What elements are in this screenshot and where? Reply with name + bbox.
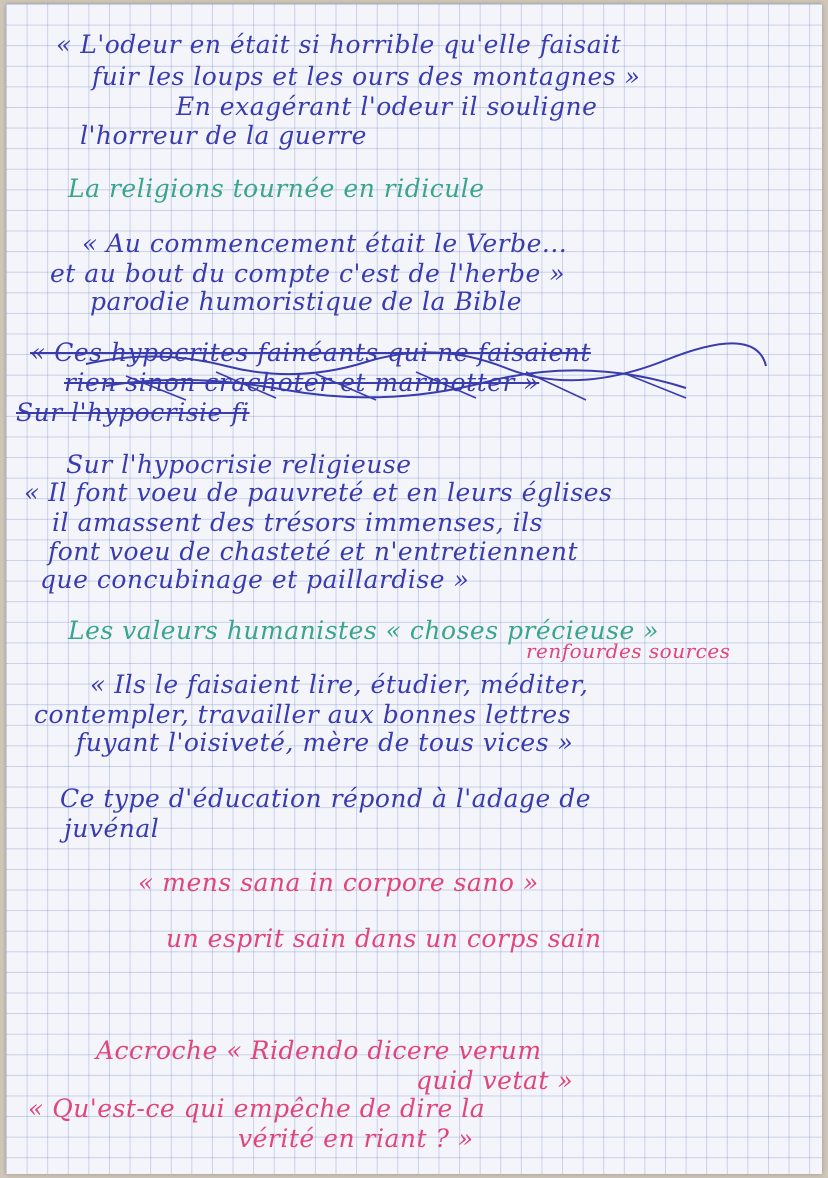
- handwritten-line: « Ils le faisaient lire, étudier, méditer,: [90, 670, 589, 699]
- handwritten-line: l'horreur de la guerre: [80, 121, 367, 150]
- handwritten-line: font voeu de chasteté et n'entretiennent: [48, 537, 579, 566]
- handwritten-line: fuir les loups et les ours des montagnes »: [92, 62, 641, 91]
- scribble-strikethrough: [66, 342, 786, 422]
- handwritten-line: contempler, travailler aux bonnes lettres: [34, 700, 572, 729]
- section-heading: Les valeurs humanistes « choses précieuse »: [68, 616, 659, 645]
- latin-quote: « mens sana in corpore sano »: [138, 868, 539, 897]
- handwritten-line: il amassent des trésors immenses, ils: [52, 508, 543, 537]
- hook-line: vérité en riant ? »: [238, 1124, 474, 1153]
- handwritten-line: En exagérant l'odeur il souligne: [176, 92, 598, 121]
- hook-line: Accroche « Ridendo dicere verum: [96, 1036, 542, 1065]
- section-heading: La religions tournée en ridicule: [68, 174, 485, 203]
- handwritten-line: « Au commencement était le Verbe...: [82, 229, 568, 258]
- crossed-out-line: rien sinon crachoter et marmotter »: [64, 368, 540, 397]
- handwritten-line: « L'odeur en était si horrible qu'elle faisait: [56, 30, 622, 59]
- handwritten-line: et au bout du compte c'est de l'herbe »: [50, 259, 565, 288]
- margin-note: renfourdes sources: [526, 639, 731, 663]
- quote-translation: un esprit sain dans un corps sain: [166, 924, 602, 953]
- handwritten-line: « Il font voeu de pauvreté et en leurs églises: [24, 478, 613, 507]
- notebook-page: [6, 4, 822, 1174]
- crossed-out-line: Sur l'hypocrisie fi: [16, 398, 250, 427]
- handwritten-line: Ce type d'éducation répond à l'adage de: [60, 784, 592, 813]
- hook-line: quid vetat »: [416, 1066, 574, 1095]
- handwritten-line: que concubinage et paillardise »: [40, 565, 470, 594]
- handwritten-line: juvénal: [64, 814, 160, 843]
- hook-line: « Qu'est-ce qui empêche de dire la: [28, 1094, 486, 1123]
- handwritten-line: fuyant l'oisiveté, mère de tous vices »: [76, 728, 574, 757]
- handwritten-line: parodie humoristique de la Bible: [90, 287, 523, 316]
- crossed-out-line: « Ces hypocrites fainéants qui ne faisaient: [30, 338, 591, 367]
- handwritten-line: Sur l'hypocrisie religieuse: [66, 450, 412, 479]
